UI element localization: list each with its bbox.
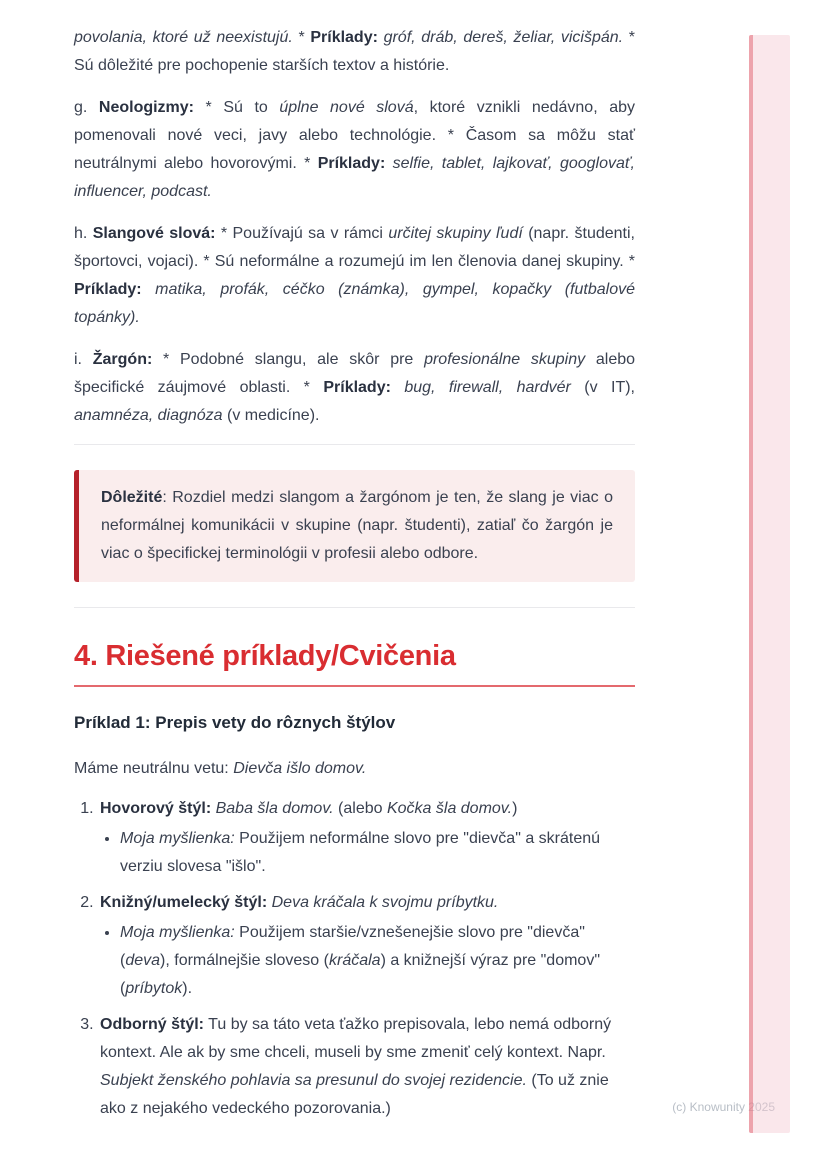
text-segment: (v medicíne). [222,407,320,424]
side-highlight-bar [749,35,790,1133]
divider-bottom [74,607,635,608]
text-segment: Moja myšlienka: [120,924,235,941]
text-segment: Odborný štýl: [100,1016,205,1033]
text-segment: * Sú to [194,99,280,116]
text-segment: h. [74,225,93,242]
text-segment: (alebo [333,800,387,817]
text-segment: Neologizmy: [98,99,195,116]
text-segment: Použijem staršie/vznešenejšie slovo pre "dievča" ( [120,924,585,969]
text-segment: Príklady: [323,379,391,396]
list-item [98,1011,635,1123]
text-segment: deva [125,952,161,969]
text-segment: Hovorový štýl: [100,800,212,817]
text-segment: Príklady: [317,155,386,172]
copyright-footer: (c) Knowunity 2025 [672,1100,775,1114]
text-segment: (napr. študenti, športovci, vojaci). * Sú neformálne a rozumejú im len členovia danej skupiny. * [74,225,635,270]
list-item [98,795,635,881]
text-segment: matika, profák, céčko (známka), gympel, kopačky (futbalové topánky). [74,281,635,326]
text-segment: Máme neutrálnu vetu: [74,760,234,777]
text-segment: Deva kráčala k svojmu príbytku. [271,894,499,911]
callout-text [101,484,613,568]
text-segment [142,281,156,298]
examples-list [74,795,635,1123]
text-segment: Baba šla domov. [215,800,334,817]
text-segment: : Rozdiel medzi slangom a žargónom je ten, že slang je viac o neformálnej komunikácii v skupine (napr. študenti), zatiaľ čo žargón je viac o špecifickej terminológii v profesii alebo odbore. [101,489,613,562]
paragraph-archaisms [74,24,635,80]
text-segment: Subjekt ženského pohlavia sa presunul do svojej rezidencie. [100,1072,527,1089]
text-segment: gróf, dráb, dereš, želiar, vicišpán. [383,29,624,46]
paragraph-jargon [74,346,635,430]
important-callout [74,470,635,582]
list-item-title [100,795,635,823]
text-segment: ) a knižnejší výraz pre "domov" ( [120,952,600,997]
intro-sentence [74,755,635,783]
text-segment: Príklady: [74,281,142,298]
text-segment: selfie, tablet, lajkovať, googlovať, influencer, podcast. [74,155,635,200]
sub-bullet-list [100,919,635,1003]
text-segment: Moja myšlienka: [120,830,235,847]
sub-bullet-list [100,825,635,881]
text-segment: Slangové slová: [92,225,216,242]
text-segment: Žargón: [92,351,153,368]
text-segment: ) [512,800,518,817]
text-segment: * Podobné slangu, ale skôr pre [152,351,425,368]
text-segment: (v IT), [570,379,635,396]
text-segment: určitej skupiny ľudí [388,225,523,242]
text-segment: , ktoré vznikli nedávno, aby pomenovali nové veci, javy alebo technológie. * Časom sa môžu stať neutrálnymi alebo hovorovými. * [74,99,635,172]
text-segment [385,155,392,172]
text-segment: bug, firewall, hardvér [404,379,571,396]
paragraph-slang [74,220,635,332]
text-segment: príbytok [125,980,183,997]
text-segment: Tu by sa táto veta ťažko prepisovala, lebo nemá odborný kontext. Ale ak by sme chceli, museli by sme zmeniť celý kontext. Napr. [100,1016,612,1061]
text-segment: profesionálne skupiny [424,351,586,368]
text-segment: ). [182,980,193,997]
document-content [74,24,635,1131]
text-segment [391,379,404,396]
list-item-title [100,1011,635,1123]
section-heading: 4. Riešené príklady/Cvičenia [74,636,635,687]
text-segment: anamnéza, diagnóza [74,407,223,424]
sub-bullet [120,825,635,881]
text-segment: Príklady: [310,29,378,46]
text-segment: Použijem neformálne slovo pre "dievča" a skrátenú verziu slovesa "išlo". [120,830,601,875]
list-item [98,889,635,1003]
text-segment: povolania, ktoré už neexistujú. [74,29,293,46]
text-segment: alebo špecifické záujmové oblasti. * [74,351,636,396]
divider-top [74,444,635,445]
text-segment: i. [74,351,93,368]
list-item-title [100,889,635,917]
text-segment: Dôležité [101,489,163,506]
text-segment: (To už znie ako z nejakého vedeckého pozorovania.) [100,1072,609,1117]
text-segment: * Používajú sa v rámci [215,225,389,242]
text-segment: kráčala [328,952,381,969]
paragraph-neologisms [74,94,635,206]
text-segment: Dievča išlo domov. [233,760,367,777]
text-segment: úplne nové slová [279,99,414,116]
text-segment: g. [74,99,99,116]
text-segment: Knižný/umelecký štýl: [100,894,268,911]
text-segment: ), formálnejšie sloveso ( [160,952,329,969]
text-segment: * Sú dôležité pre pochopenie starších textov a histórie. [74,29,636,74]
example-subheading: Príklad 1: Prepis vety do rôznych štýlov [74,713,396,732]
sub-bullet [120,919,635,1003]
text-segment: Kočka šla domov. [386,800,513,817]
text-segment: * [292,29,311,46]
